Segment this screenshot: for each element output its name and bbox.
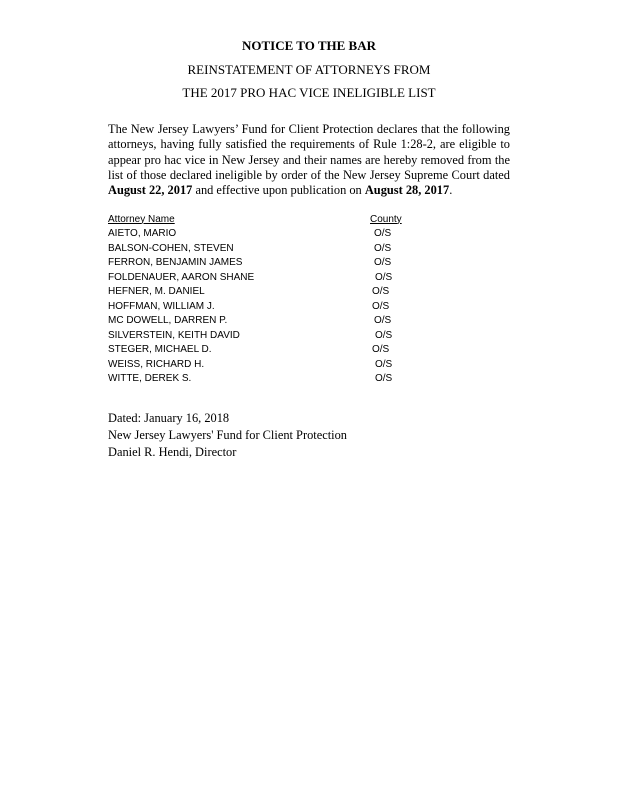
attorney-county: O/S xyxy=(372,286,390,297)
attorney-county: O/S xyxy=(375,373,393,384)
table-row xyxy=(108,297,428,312)
attorney-name: HOFFMAN, WILLIAM J. xyxy=(108,300,215,312)
dated-line: Dated: January 16, 2018 xyxy=(108,411,230,425)
attorney-name: FOLDENAUER, AARON SHANE xyxy=(108,271,255,283)
attorney-name: BALSON-COHEN, STEVEN xyxy=(108,242,234,254)
table-header xyxy=(108,210,428,225)
header-attorney-name: Attorney Name xyxy=(108,213,175,225)
table-row xyxy=(108,355,428,370)
attorney-county: O/S xyxy=(374,315,392,326)
attorney-table xyxy=(108,210,428,384)
table-row xyxy=(108,312,428,327)
attorney-name: HEFNER, M. DANIEL xyxy=(108,286,205,297)
attorney-county: O/S xyxy=(374,257,392,268)
attorney-county: O/S xyxy=(375,358,393,370)
table-row xyxy=(108,225,428,240)
table-row xyxy=(108,254,428,269)
table-row xyxy=(108,239,428,254)
table-row xyxy=(108,326,428,341)
header-county: County xyxy=(370,213,402,225)
notice-text-1: The New Jersey Lawyers’ Fund for Client Protection declares that the following attorneys, having fully satisfied the requirements of Rule 1:28-2, are eligible to appear pro hac vice in New Jersey and their names are hereby removed from the list of those declared ineligible by order of the New Jersey Supreme Court dated xyxy=(108,122,510,182)
table-row xyxy=(108,370,428,385)
notice-text-3: . xyxy=(449,183,453,198)
notice-text-2: and effective upon publication on xyxy=(192,183,365,198)
attorney-county: O/S xyxy=(375,271,393,283)
signature-block xyxy=(108,410,347,461)
director-line: Daniel R. Hendi, Director xyxy=(108,445,237,459)
table-row xyxy=(108,341,428,356)
attorney-county: O/S xyxy=(374,242,392,254)
attorney-county: O/S xyxy=(374,228,392,239)
notice-paragraph xyxy=(108,122,510,198)
subtitle-line-2: THE 2017 PRO HAC VICE INELIGIBLE LIST xyxy=(182,85,436,100)
attorney-name: SILVERSTEIN, KEITH DAVID xyxy=(108,329,240,341)
subtitle-line-1: REINSTATEMENT OF ATTORNEYS FROM xyxy=(187,62,431,77)
attorney-name: WEISS, RICHARD H. xyxy=(108,358,205,370)
table-row xyxy=(108,283,428,298)
publication-date: August 28, 2017 xyxy=(364,183,450,198)
attorney-name: STEGER, MICHAEL D. xyxy=(108,344,212,355)
attorney-county: O/S xyxy=(372,344,390,355)
page-title: NOTICE TO THE BAR xyxy=(241,38,377,53)
attorney-name: FERRON, BENJAMIN JAMES xyxy=(108,257,243,268)
order-date: August 22, 2017 xyxy=(108,183,193,198)
table-row xyxy=(108,268,428,283)
attorney-county: O/S xyxy=(372,300,390,312)
attorney-name: AIETO, MARIO xyxy=(108,228,177,239)
attorney-county: O/S xyxy=(375,329,393,341)
attorney-name: MC DOWELL, DARREN P. xyxy=(108,315,228,326)
attorney-name: WITTE, DEREK S. xyxy=(108,373,192,384)
organization-line: New Jersey Lawyers' Fund for Client Protection xyxy=(108,428,347,442)
